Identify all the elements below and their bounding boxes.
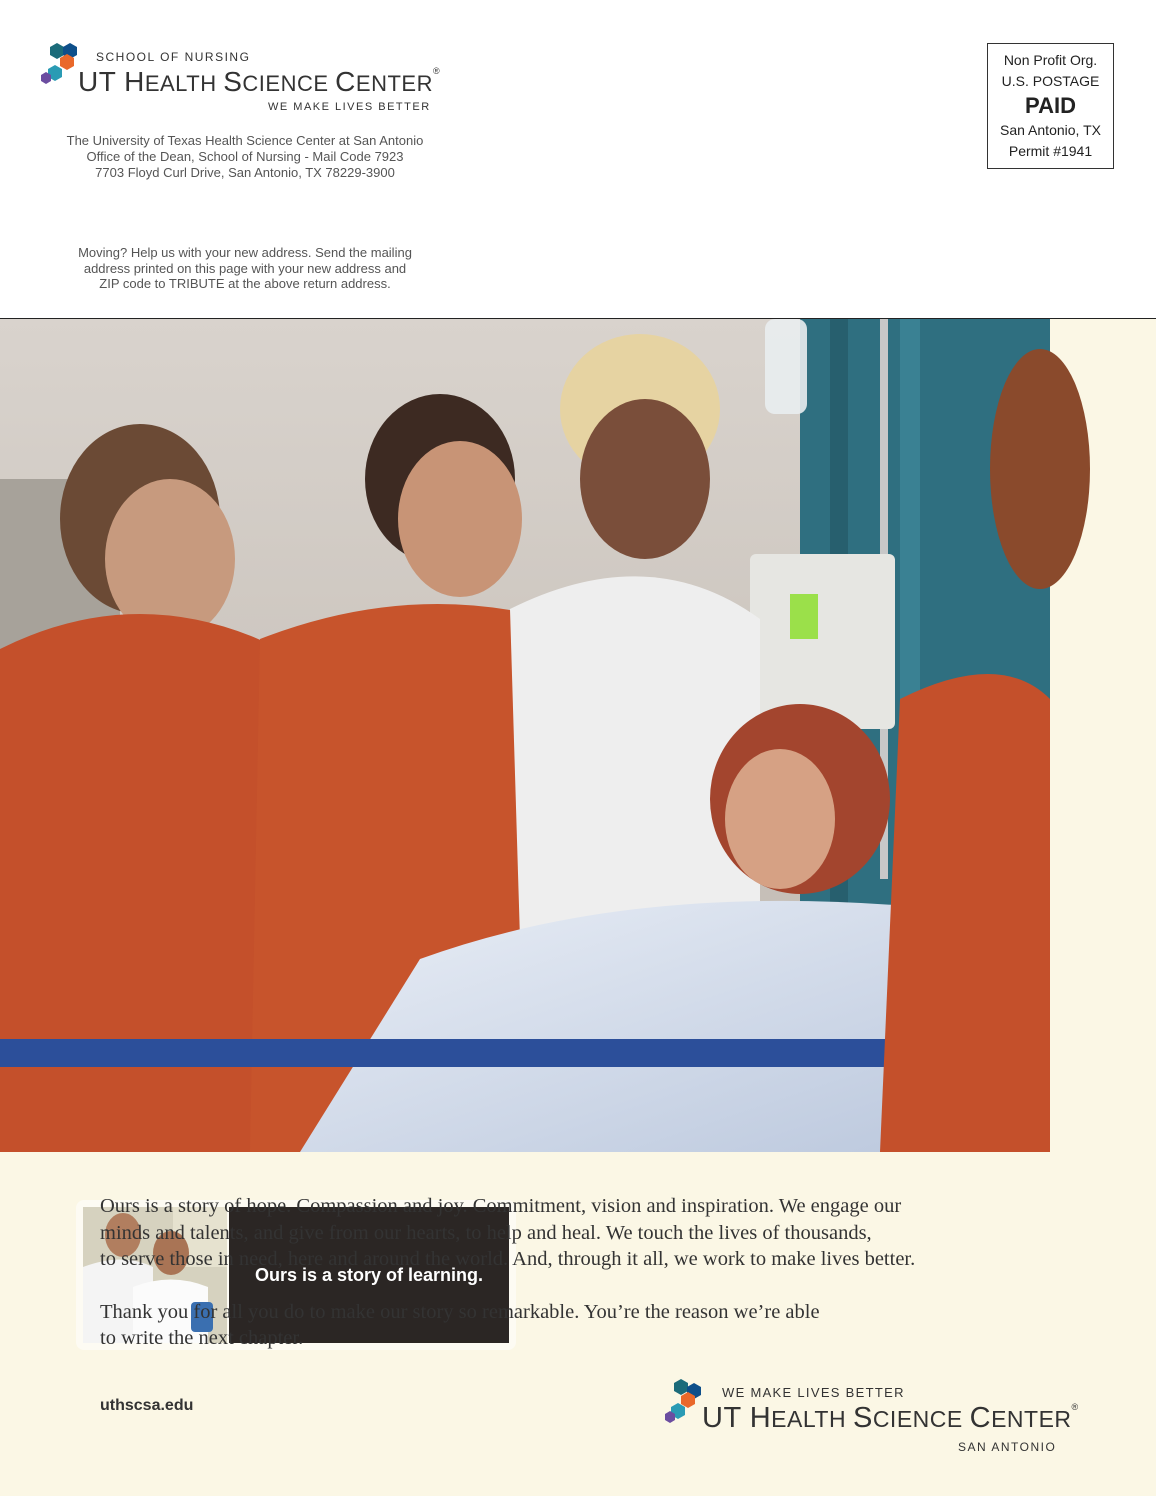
- inset-caption: Ours is a story of learning.: [254, 1264, 484, 1285]
- logo-tagline: WE MAKE LIVES BETTER: [268, 101, 431, 113]
- institution-name: UT HEALTH SCIENCE CENTER®: [702, 1402, 1079, 1434]
- institution-name: UT HEALTH SCIENCE CENTER®: [78, 66, 441, 97]
- ut-health-san-antonio-logo: [664, 1378, 1104, 1468]
- moving-notice: Moving? Help us with your new address. Send the mailing address printed on this page with your new address and ZIP code to TRIBUTE at the above return address.: [78, 245, 412, 291]
- story-paragraph-2: Thank you for all you do to make our story so remarkable. You’re the reason we’re able to write the next chapter.: [100, 1300, 820, 1349]
- logo-city: SAN ANTONIO: [958, 1440, 1057, 1454]
- logo-tagline: WE MAKE LIVES BETTER: [722, 1385, 905, 1400]
- return-address: The University of Texas Health Science Center at San Antonio Office of the Dean, School of Nursing - Mail Code 7923 7703 Floyd Curl Drive, San Antonio, TX 78229-3900: [66, 133, 424, 180]
- story-paragraph-1: Ours is a story of hope. Compassion and joy. Commitment, vision and inspiration. We engage our minds and talents, and give from our hearts, to help and heal. We touch the lives of thousands, to serve those in need, here and around the world. And, through it all, we work to make lives better.: [100, 1195, 916, 1270]
- story-text: [100, 1193, 1060, 1352]
- website-link[interactable]: uthscsa.edu: [100, 1397, 194, 1414]
- school-name: SCHOOL OF NURSING: [96, 50, 251, 64]
- postage-indicia: Non Profit Org. U.S. POSTAGE PAID San Antonio, TX Permit #1941: [987, 43, 1114, 169]
- school-of-nursing-logo: [40, 40, 460, 120]
